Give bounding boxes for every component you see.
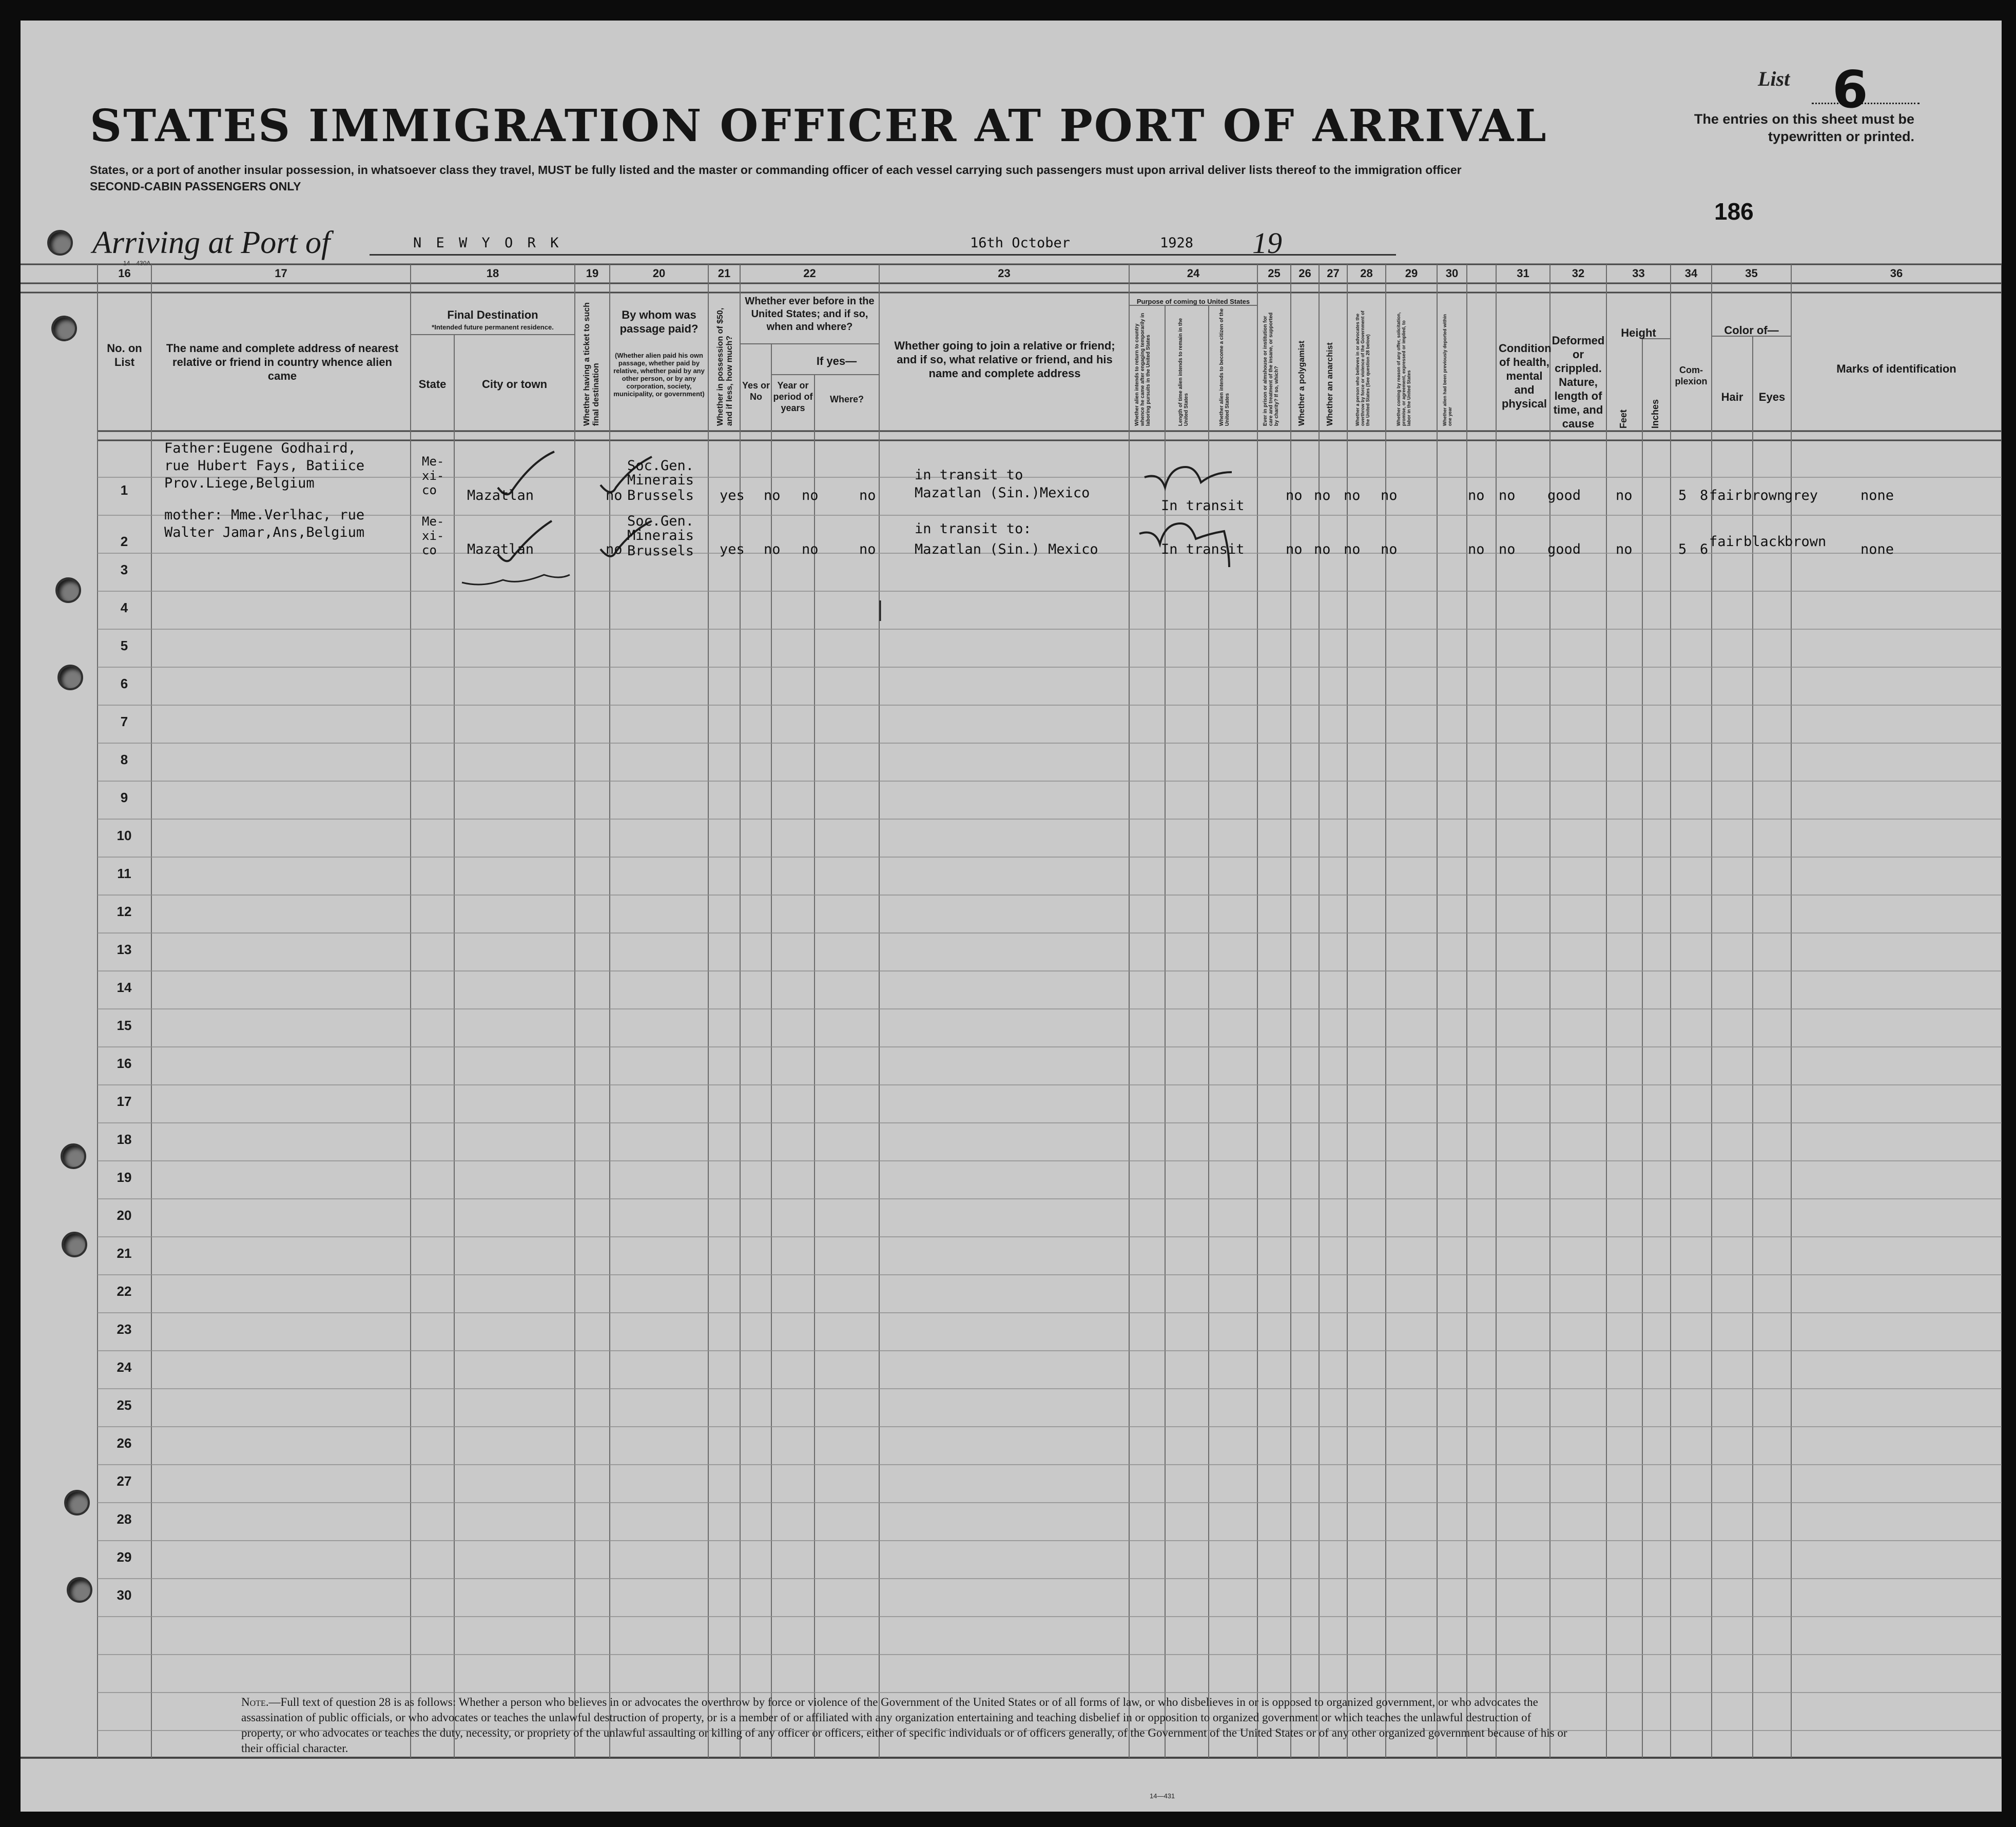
header-col-28: Whether a person who believes in or advocates the overthrow by force or violence of the Government of the United States (See question 28 below) — [1355, 310, 1370, 426]
binder-hole — [61, 1143, 86, 1169]
header-feet: Feet — [1618, 409, 1629, 429]
row2-joining-1: in transit to: — [915, 521, 1032, 537]
row-number: 14 — [117, 980, 132, 995]
row1-state-3: co — [422, 483, 437, 497]
row-number: 7 — [120, 714, 128, 729]
col-number-20: 20 — [652, 267, 666, 280]
form-number: 14—430A — [123, 260, 151, 267]
row2-relative-line2: Walter Jamar,Ans,Belgium — [164, 524, 365, 540]
header-col-29: Whether coming by reason of any offer, solicitation, promise, or agreement, expressed or implied, to labor in the United States — [1396, 312, 1411, 426]
binder-hole — [57, 665, 83, 690]
row2-col27: no — [1344, 541, 1361, 557]
row-number: 30 — [117, 1587, 132, 1603]
binder-hole — [55, 577, 81, 603]
col-number-30: 30 — [1445, 267, 1459, 280]
col-number-26: 26 — [1298, 267, 1311, 280]
list-label: List — [1758, 67, 1790, 90]
row2-city: Mazatlan — [467, 541, 534, 557]
row-number: 28 — [117, 1511, 132, 1527]
row1-col28: no — [1381, 488, 1398, 503]
header-height: Height — [1621, 326, 1656, 339]
header-ticket: Whether having a ticket to such final destination — [583, 302, 600, 426]
row2-state-1: Me- — [422, 514, 444, 529]
row2-money: yes — [720, 541, 745, 557]
row1-paid-by-2: Minerais — [627, 472, 694, 488]
row2-year-period: no — [802, 541, 819, 557]
row1-marks: none — [1860, 488, 1894, 503]
binder-hole — [51, 316, 77, 341]
header-joining: Whether going to join a relative or friend; and if so, what relative or friend, and his name and complete address — [894, 339, 1115, 380]
header-if-yes: If yes— — [816, 355, 857, 367]
stamp-number: 186 — [1714, 198, 1754, 225]
row2-inches: 6 — [1700, 541, 1709, 557]
row1-feet: 5 — [1678, 488, 1687, 503]
header-state: State — [418, 378, 447, 391]
row1-condition: good — [1547, 488, 1581, 503]
row2-paid-by-3: Brussels — [627, 543, 694, 559]
row1-relative-line1: Father:Eugene Godhaird, — [164, 440, 356, 456]
binder-hole — [47, 230, 73, 256]
row-number: 6 — [120, 676, 128, 691]
row2-joining-2: Mazatlan (Sin.) Mexico — [915, 541, 1098, 557]
header-inches: Inches — [1650, 399, 1660, 429]
row1-relative-line3: Prov.Liege,Belgium — [164, 475, 315, 491]
col-number-36: 36 — [1890, 267, 1903, 280]
manifest-grid — [21, 21, 2002, 1812]
row1-eyes: grey — [1785, 488, 1818, 503]
row-number: 25 — [117, 1397, 132, 1413]
row-number: 23 — [117, 1321, 132, 1337]
col-number-21: 21 — [718, 267, 731, 280]
header-col-30: Whether alien had been previously deported within one year — [1442, 314, 1452, 426]
row-number: 10 — [117, 828, 132, 843]
row1-joining-2: Mazatlan (Sin.)Mexico — [915, 485, 1090, 501]
row1-purpose: In transit — [1161, 498, 1245, 514]
row-number: 13 — [117, 942, 132, 957]
row1-money: yes — [720, 488, 745, 503]
row1-city: Mazatlan — [467, 488, 534, 503]
row1-hair: brown — [1743, 488, 1786, 503]
header-purpose-length: Length of time alien intends to remain in the United States — [1178, 318, 1189, 426]
header-purpose: Purpose of coming to United States — [1136, 298, 1250, 305]
row-number: 27 — [117, 1473, 132, 1489]
row-number: 11 — [117, 866, 131, 881]
col-number-33: 33 — [1632, 267, 1645, 280]
row1-ticket: no — [606, 488, 623, 503]
row1-joining-1: in transit to — [915, 467, 1023, 483]
row2-eyes: brown — [1785, 534, 1827, 550]
row2-marks: none — [1860, 541, 1894, 557]
col-number-28: 28 — [1360, 267, 1373, 280]
col-number-22: 22 — [803, 267, 816, 280]
note-text: —Full text of question 28 is as follows: Whether a person who believes in or advocates the overthrow by force or violence of the Government of the United States or of all forms of law, or who disbelieves in or is opposed to organized government, or who advocates the assassination of public officials, or who advocates or teaches the unlawful destruction of property, or is a member of or affiliated with any organization entertaining and teaching disbelief in or opposition to organized government or which teaches the unlawful destruction of property, or who advocates or teaches the duty, necessity, or propriety of the unlawful assaulting or killing of any officer or officers, either of specific individuals or of officers generally, of the Government of the United States or of any other organized government because of his or their official character. — [241, 1696, 1567, 1755]
row1-paid-by-3: Brussels — [627, 488, 694, 503]
row1-col25: no — [1286, 488, 1303, 503]
row-number: 19 — [117, 1170, 132, 1185]
row-number: 15 — [117, 1018, 132, 1033]
row2-col25: no — [1286, 541, 1303, 557]
row1-col29: no — [1468, 488, 1485, 503]
row2-state-3: co — [422, 543, 437, 557]
binder-hole — [67, 1577, 92, 1603]
row-number: 4 — [120, 600, 128, 615]
binder-hole — [62, 1232, 87, 1257]
col-number-16: 16 — [118, 267, 131, 280]
row2-col26: no — [1314, 541, 1331, 557]
row2-paid-by-2: Minerais — [627, 528, 694, 543]
header-before-us: Whether ever before in the United States; and if so, when and where? — [745, 296, 875, 333]
row2-feet: 5 — [1678, 541, 1687, 557]
row1-deformed: no — [1616, 488, 1633, 503]
header-polygamist: Whether a polygamist — [1297, 340, 1306, 426]
row1-paid-by-1: Soc.Gen. — [627, 458, 694, 474]
arrival-year: 1928 — [1160, 235, 1194, 251]
row1-relative-line2: rue Hubert Fays, Batiice — [164, 458, 365, 474]
header-where: Where? — [829, 394, 864, 404]
col-number-24: 24 — [1187, 267, 1200, 280]
row2-col28: no — [1381, 541, 1398, 557]
row-number: 12 — [117, 904, 132, 919]
header-no-on-list: No. on List — [107, 342, 142, 368]
col-number-29: 29 — [1405, 267, 1418, 280]
header-city: City or town — [481, 378, 548, 391]
col-number-32: 32 — [1572, 267, 1585, 280]
row1-where: no — [859, 488, 876, 503]
port-name: N E W Y O R K — [413, 235, 562, 251]
note-label: Note. — [241, 1696, 269, 1708]
row2-deformed: no — [1616, 541, 1633, 557]
row-number: 21 — [117, 1246, 132, 1261]
list-number: 6 — [1832, 60, 1868, 120]
form-subtitle: States, or a port of another insular possession, in whatsoever class they travel, MUST be fully listed and the master or commanding officer of each vessel carrying such passengers must upon arrival deliver lists thereof to the immigration officer — [90, 163, 1462, 177]
class-line: SECOND-CABIN PASSENGERS ONLY — [90, 180, 301, 193]
row2-hair: black — [1743, 534, 1786, 550]
header-deformed: Deformed or crippled. Nature, length of time, and cause — [1552, 334, 1605, 430]
row-number: 16 — [117, 1056, 132, 1071]
entries-note: The entries on this sheet must be typewritten or printed. — [1694, 111, 1914, 144]
header-marks: Marks of identification — [1836, 362, 1956, 375]
col-number-18: 18 — [486, 267, 499, 280]
header-year-period: Year or period of years — [773, 380, 813, 413]
header-color-of: Color of— — [1724, 324, 1779, 337]
header-eyes: Eyes — [1758, 391, 1786, 403]
footer-form-number: 14—431 — [1150, 1792, 1175, 1800]
col-number-19: 19 — [586, 267, 599, 280]
row1-complexion: fair — [1709, 488, 1743, 503]
header-money: Whether in possession of $50, and if less, how much? — [716, 307, 734, 426]
row-number: 22 — [117, 1284, 132, 1299]
row2-state-2: xi- — [422, 529, 444, 543]
form-title: STATES IMMIGRATION OFFICER AT PORT OF ARRIVAL — [90, 100, 1548, 152]
col-number-17: 17 — [275, 267, 287, 280]
header-complexion: Com-plexion — [1675, 365, 1708, 386]
col-number-34: 34 — [1684, 267, 1698, 280]
header-hair: Hair — [1721, 391, 1743, 403]
row1-col26: no — [1314, 488, 1331, 503]
manifest-sheet — [21, 21, 2002, 1812]
arrival-date: 16th October — [970, 235, 1071, 251]
header-anarchist: Whether an anarchist — [1326, 342, 1334, 426]
header-paid-by-note: (Whether alien paid his own passage, whether paid by relative, whether paid by any other person, or by any corporation, society, municipality, or government) — [613, 352, 705, 398]
col-number-35: 35 — [1745, 267, 1758, 280]
footer-note — [241, 1695, 1576, 1756]
binder-hole — [64, 1490, 90, 1515]
header-condition: Condition of health, mental and physical — [1499, 342, 1552, 410]
row-number: 24 — [117, 1359, 132, 1375]
row2-col29: no — [1468, 541, 1485, 557]
col-number-25: 25 — [1268, 267, 1281, 280]
header-purpose-return: Whether alien intends to return to country whence he came after engaging temporarily in laboring pursuits in the United States — [1134, 313, 1151, 426]
header-final-destination: Final Destination — [447, 308, 538, 321]
row-number: 20 — [117, 1208, 132, 1223]
row1-col30: no — [1499, 488, 1516, 503]
row2-complexion: fair — [1709, 534, 1743, 550]
header-final-destination-note: *Intended future permanent residence. — [432, 323, 554, 331]
arriving-label: Arriving at Port of — [92, 225, 331, 260]
row-number: 18 — [117, 1132, 132, 1147]
row-number: 9 — [120, 790, 128, 805]
row-number: 8 — [120, 752, 128, 767]
row-number: 26 — [117, 1435, 132, 1451]
row-number: 2 — [120, 534, 128, 549]
header-relative: The name and complete address of nearest relative or friend in country whence alien came — [166, 342, 399, 382]
row2-purpose: In transit — [1161, 541, 1245, 557]
row-number: 29 — [117, 1549, 132, 1565]
col-number-23: 23 — [998, 267, 1011, 280]
row1-before: no — [764, 488, 781, 503]
row1-state-1: Me- — [422, 454, 444, 469]
header-col-25: Ever in prison or almshouse or institution for care and treatment of the insane, or supported by charity? If so, which? — [1263, 312, 1280, 426]
col-number-27: 27 — [1327, 267, 1340, 280]
row-number: 3 — [120, 562, 128, 577]
row-number: 1 — [120, 482, 128, 498]
row2-condition: good — [1547, 541, 1581, 557]
row2-col30: no — [1499, 541, 1516, 557]
row2-ticket: no — [606, 541, 623, 557]
row2-paid-by-1: Soc.Gen. — [627, 513, 694, 529]
col-number-31: 31 — [1517, 267, 1529, 280]
row2-where: no — [859, 541, 876, 557]
header-yes-no: Yes or No — [742, 380, 770, 402]
header-paid-by: By whom was passage paid? — [619, 308, 699, 335]
row1-state-2: xi- — [422, 469, 444, 483]
row-number: 17 — [117, 1094, 132, 1109]
row2-relative-line1: mother: Mme.Verlhac, rue — [164, 507, 365, 523]
row1-col27: no — [1344, 488, 1361, 503]
year-prefix: 19 — [1252, 226, 1282, 260]
row1-inches: 8 — [1700, 488, 1709, 503]
header-purpose-citizen: Whether alien intends to become a citizen of the United States — [1219, 308, 1230, 426]
row-number: 5 — [120, 638, 128, 653]
row1-year-period: no — [802, 488, 819, 503]
row2-before: no — [764, 541, 781, 557]
